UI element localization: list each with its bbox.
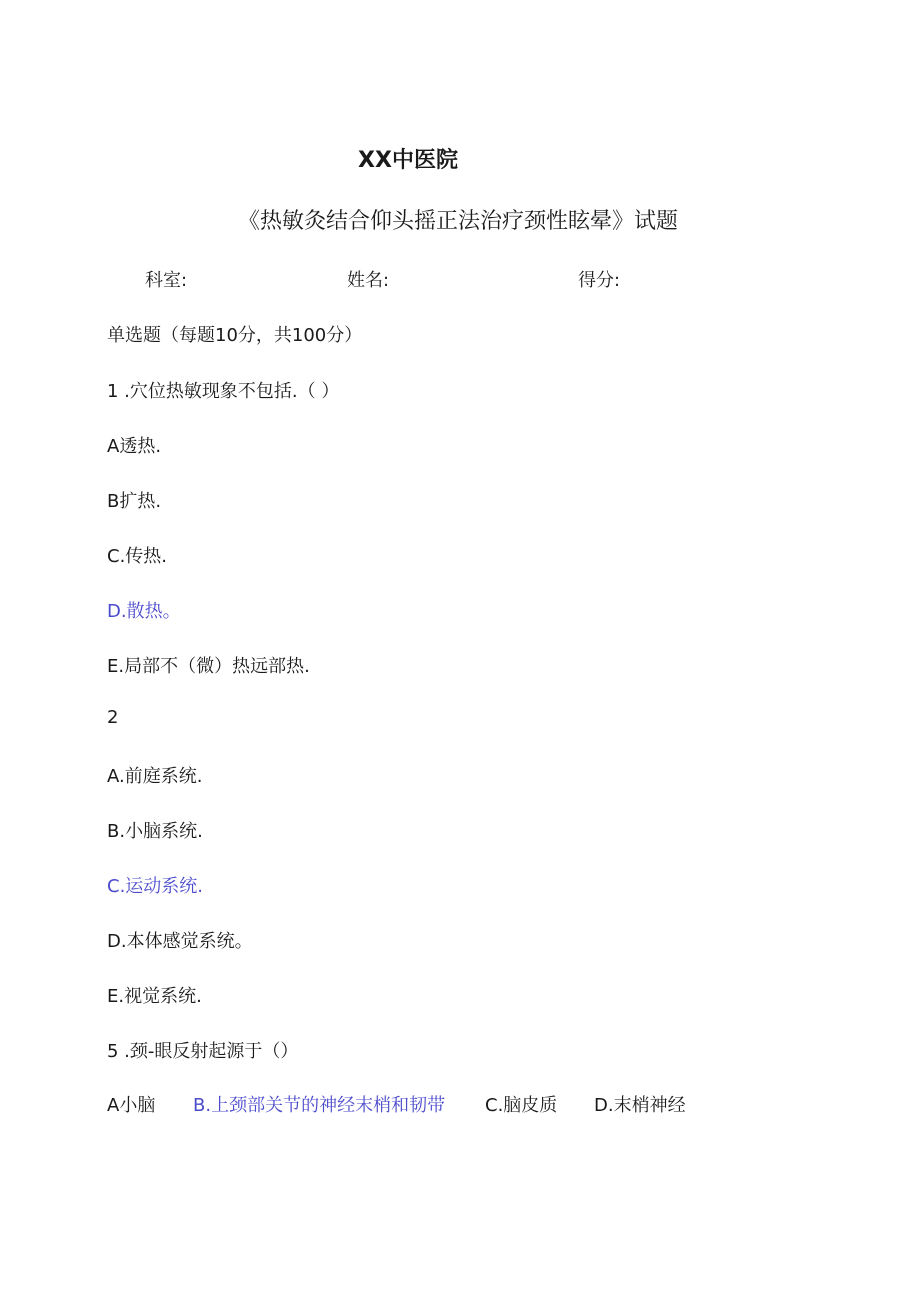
- dept-label: 科室:: [145, 270, 188, 291]
- q3-stem: 5 .颈-眼反射起源于（）: [107, 1041, 299, 1062]
- q2-option-a: A.前庭系统.: [107, 766, 203, 787]
- q2-option-b: B.小脑系统.: [107, 821, 203, 842]
- q2-option-e: E.视觉系统.: [107, 986, 202, 1007]
- q3-option-b: B.上颈部关节的神经末梢和韧带: [193, 1095, 446, 1116]
- score-label: 得分:: [578, 270, 621, 291]
- q1-option-b: B扩热.: [107, 491, 162, 512]
- q3-option-d: D.末梢神经: [594, 1095, 686, 1116]
- hospital-title: XX中医院: [358, 148, 458, 173]
- section-title: 单选题（每题10分，共100分）: [107, 325, 363, 346]
- q2-option-c: C.运动系统.: [107, 876, 204, 897]
- q3-option-a: A小脑: [107, 1095, 156, 1116]
- q3-option-c: C.脑皮质: [485, 1095, 558, 1116]
- q1-option-a: A透热.: [107, 436, 162, 457]
- q1-option-e: E.局部不（微）热远部热.: [107, 656, 310, 677]
- name-label: 姓名:: [347, 270, 390, 291]
- q2-stem: 2: [107, 707, 119, 728]
- q1-stem: 1 .穴位热敏现象不包括.（ ）: [107, 381, 340, 402]
- q1-option-c: C.传热.: [107, 546, 168, 567]
- q2-option-d: D.本体感觉系统。: [107, 931, 253, 952]
- exam-title: 《热敏灸结合仰头摇正法治疗颈性眩晕》试题: [237, 209, 678, 234]
- q1-option-d: D.散热。: [107, 601, 181, 622]
